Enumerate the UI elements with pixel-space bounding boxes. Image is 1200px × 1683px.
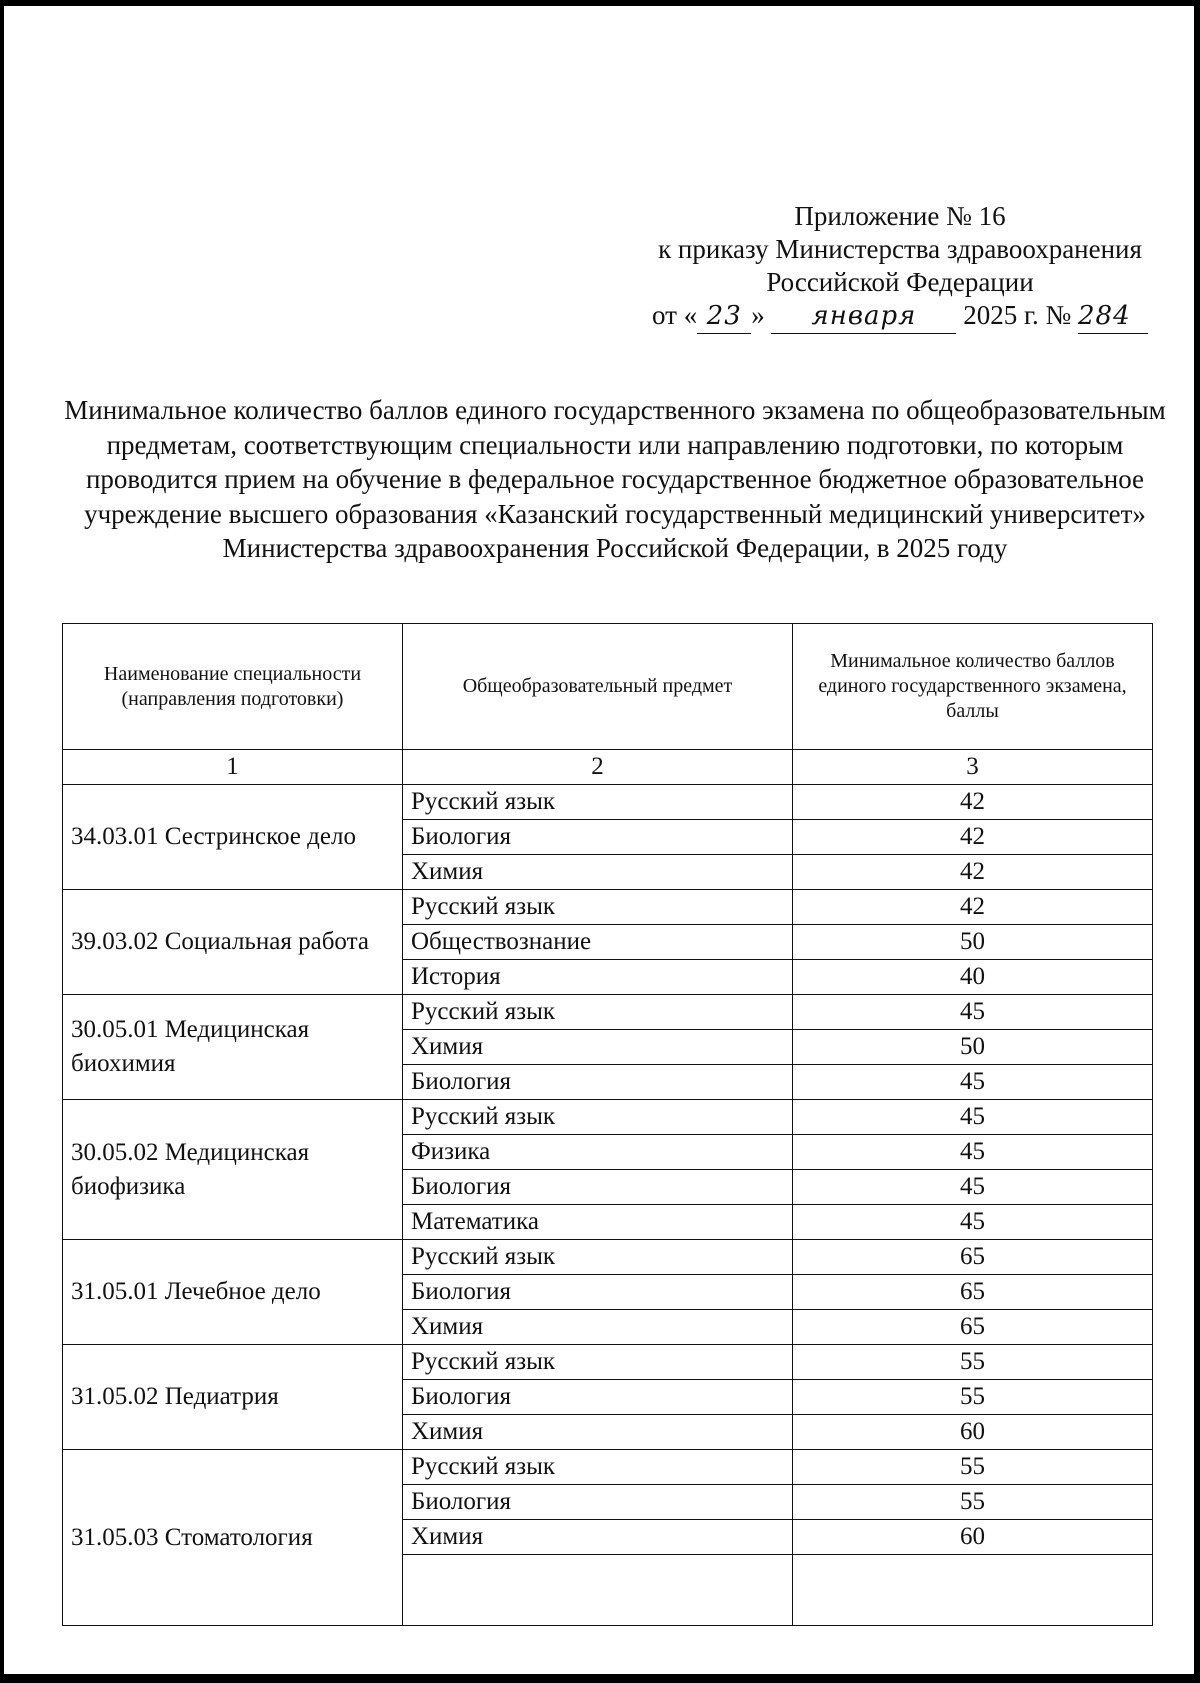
table-row <box>63 1100 1153 1135</box>
document-title: Минимальное количество баллов единого государственного экзамена по общеобразовательным предметам, соответствующим специальности или направлению подготовки, по которым проводится прием на обучение в федеральное государственное бюджетное образовательное учреждение высшего образования «Казанский государственный медицинский университет» Министерства здравоохранения Российской Федерации, в 2025 году <box>64 395 1166 563</box>
subject-cell: Химия <box>403 1520 793 1555</box>
score-cell: 50 <box>793 925 1153 960</box>
date-mid: » <box>751 300 765 330</box>
specialty-cell: 30.05.02 Медицинская биофизика <box>63 1100 403 1240</box>
handwritten-month: января <box>771 300 956 334</box>
subject-cell: Обществознание <box>403 925 793 960</box>
appendix-header <box>640 200 1160 334</box>
subject-cell: Физика <box>403 1135 793 1170</box>
score-cell: 45 <box>793 1065 1153 1100</box>
specialty-cell: 31.05.03 Стоматология <box>63 1450 403 1626</box>
subject-cell: Русский язык <box>403 1240 793 1275</box>
column-number: 2 <box>403 750 793 785</box>
subject-cell: Биология <box>403 820 793 855</box>
order-date-line <box>640 299 1160 334</box>
subject-cell: Химия <box>403 1415 793 1450</box>
score-cell: 50 <box>793 1030 1153 1065</box>
subject-cell: История <box>403 960 793 995</box>
subject-cell: Химия <box>403 1030 793 1065</box>
specialty-cell: 31.05.01 Лечебное дело <box>63 1240 403 1345</box>
date-prefix: от « <box>652 300 698 330</box>
score-cell: 55 <box>793 1485 1153 1520</box>
table-row <box>63 1345 1153 1380</box>
column-number-row <box>63 750 1153 785</box>
table-body <box>63 785 1153 1626</box>
score-cell: 42 <box>793 855 1153 890</box>
subject-cell: Биология <box>403 1380 793 1415</box>
score-cell: 60 <box>793 1520 1153 1555</box>
header-specialty: Наименование специальности (направления подготовки) <box>63 624 403 750</box>
subject-cell: Русский язык <box>403 1345 793 1380</box>
score-cell: 65 <box>793 1240 1153 1275</box>
specialty-cell: 31.05.02 Педиатрия <box>63 1345 403 1450</box>
score-cell: 45 <box>793 1100 1153 1135</box>
specialty-cell: 34.03.01 Сестринское дело <box>63 785 403 890</box>
score-cell: 42 <box>793 820 1153 855</box>
score-cell: 55 <box>793 1380 1153 1415</box>
order-reference: к приказу Министерства здравоохранения <box>658 234 1142 264</box>
score-cell: 65 <box>793 1310 1153 1345</box>
score-cell: 45 <box>793 1135 1153 1170</box>
header-subject: Общеобразовательный предмет <box>403 624 793 750</box>
score-cell: 45 <box>793 1170 1153 1205</box>
column-number: 1 <box>63 750 403 785</box>
score-cell: 55 <box>793 1450 1153 1485</box>
appendix-number: Приложение № 16 <box>794 201 1006 231</box>
table-row <box>63 785 1153 820</box>
score-cell: 42 <box>793 890 1153 925</box>
score-cell: 65 <box>793 1275 1153 1310</box>
table-header-row <box>63 624 1153 750</box>
column-number: 3 <box>793 750 1153 785</box>
subject-cell: Биология <box>403 1170 793 1205</box>
score-cell: 45 <box>793 995 1153 1030</box>
score-cell: 45 <box>793 1205 1153 1240</box>
subject-cell: Русский язык <box>403 1100 793 1135</box>
subject-cell: Русский язык <box>403 1450 793 1485</box>
empty-cell <box>793 1555 1153 1626</box>
header-score: Минимальное количество баллов единого государственного экзамена, баллы <box>793 624 1153 750</box>
subject-cell: Русский язык <box>403 890 793 925</box>
subject-cell: Биология <box>403 1275 793 1310</box>
table-row <box>63 890 1153 925</box>
specialty-cell: 39.03.02 Социальная работа <box>63 890 403 995</box>
score-cell: 40 <box>793 960 1153 995</box>
federation-name: Российской Федерации <box>766 267 1034 297</box>
subject-cell: Химия <box>403 1310 793 1345</box>
table-row <box>63 1450 1153 1485</box>
empty-cell <box>403 1555 793 1626</box>
subject-cell: Биология <box>403 1485 793 1520</box>
subject-cell: Химия <box>403 855 793 890</box>
table-row <box>63 995 1153 1030</box>
subject-cell: Математика <box>403 1205 793 1240</box>
score-cell: 55 <box>793 1345 1153 1380</box>
table-row <box>63 1240 1153 1275</box>
subject-cell: Биология <box>403 1065 793 1100</box>
score-cell: 60 <box>793 1415 1153 1450</box>
subject-cell: Русский язык <box>403 995 793 1030</box>
date-year: 2025 г. № <box>963 300 1072 330</box>
handwritten-day: 23 <box>697 300 751 334</box>
subject-cell: Русский язык <box>403 785 793 820</box>
score-cell: 42 <box>793 785 1153 820</box>
scores-table <box>62 623 1153 1626</box>
handwritten-order-number: 284 <box>1078 300 1148 334</box>
specialty-cell: 30.05.01 Медицинская биохимия <box>63 995 403 1100</box>
